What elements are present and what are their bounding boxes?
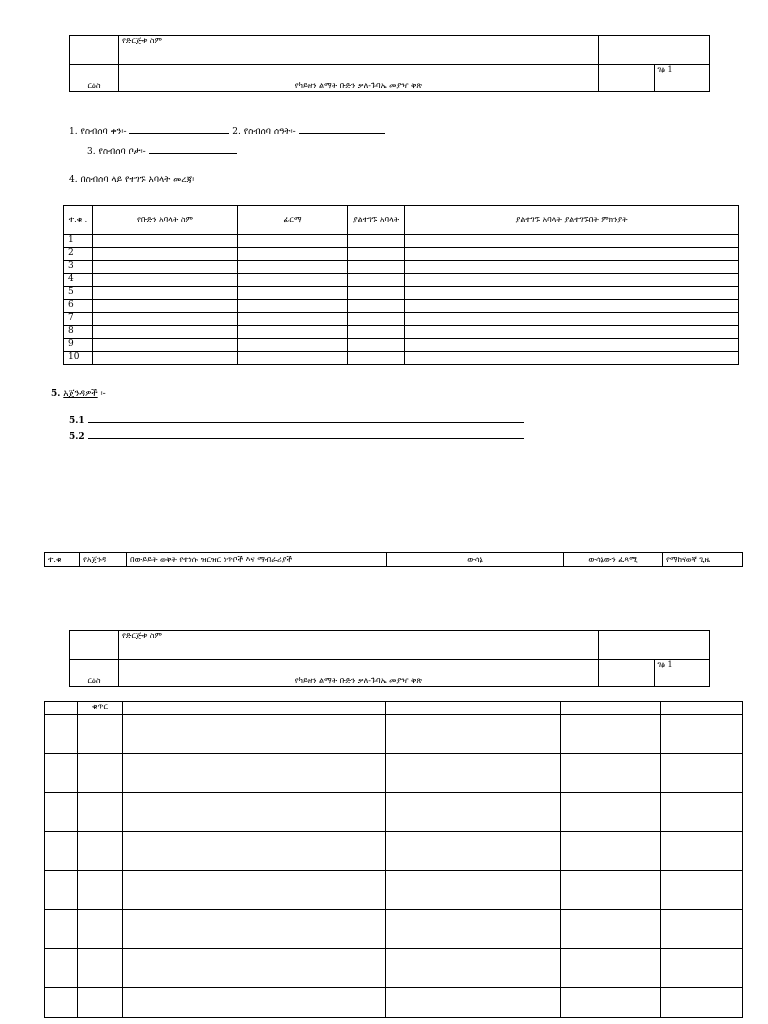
row-number: 8 (64, 326, 93, 339)
cell[interactable] (123, 910, 386, 949)
meeting-place-input[interactable] (149, 145, 237, 154)
grid-header-row (45, 702, 743, 715)
cell[interactable] (661, 754, 743, 793)
cell[interactable] (78, 793, 123, 832)
cell[interactable] (405, 339, 739, 352)
meeting-time-label: 2. የስብሰባ ሰዓት፡- (232, 127, 296, 137)
meeting-fields (69, 125, 385, 137)
cell[interactable] (123, 754, 386, 793)
cell (123, 702, 386, 715)
cell[interactable] (93, 274, 238, 287)
cell[interactable] (561, 832, 661, 871)
cell[interactable] (93, 300, 238, 313)
cell[interactable] (348, 313, 405, 326)
cell[interactable] (386, 910, 561, 949)
meeting-time-input[interactable] (299, 125, 385, 134)
table-row (64, 274, 739, 287)
table-row (45, 910, 743, 949)
cell[interactable] (661, 715, 743, 754)
cell[interactable] (386, 949, 561, 988)
cell[interactable] (238, 248, 348, 261)
cell[interactable] (661, 988, 743, 1018)
page-number: ገፅ 1 (654, 65, 710, 92)
blank-header-cell (599, 631, 710, 660)
cell[interactable] (45, 754, 78, 793)
meeting-place-label: 3. የስብሰባ ቦታ፡- (87, 147, 146, 157)
agenda-number: 5. (51, 389, 61, 399)
agenda-title (51, 389, 106, 399)
cell[interactable] (348, 248, 405, 261)
cell[interactable] (45, 871, 78, 910)
cell[interactable] (123, 832, 386, 871)
logo-label: ርዕስ (70, 660, 119, 687)
cell[interactable] (386, 832, 561, 871)
cell[interactable] (238, 339, 348, 352)
table-row (64, 300, 739, 313)
column-header: የቡድን አባላት ስም (93, 206, 238, 235)
table-row (45, 988, 743, 1018)
cell[interactable] (405, 300, 739, 313)
cell[interactable] (405, 313, 739, 326)
cell[interactable] (45, 715, 78, 754)
cell[interactable] (561, 793, 661, 832)
cell[interactable] (238, 261, 348, 274)
table-row (45, 832, 743, 871)
table-row (64, 326, 739, 339)
cell[interactable] (561, 910, 661, 949)
cell[interactable] (661, 832, 743, 871)
column-header: ያልተገኙ አባላት (348, 206, 405, 235)
cell[interactable] (661, 910, 743, 949)
cell[interactable] (78, 988, 123, 1018)
cell[interactable] (93, 352, 238, 365)
column-header: ተ.ቁ (45, 553, 80, 567)
cell[interactable] (78, 754, 123, 793)
cell[interactable] (348, 326, 405, 339)
cell[interactable] (661, 949, 743, 988)
cell[interactable] (386, 793, 561, 832)
cell[interactable] (386, 871, 561, 910)
cell[interactable] (93, 261, 238, 274)
cell[interactable] (386, 715, 561, 754)
cell[interactable] (348, 339, 405, 352)
cell[interactable] (93, 313, 238, 326)
agenda-label: አጀንዳዎች (63, 389, 98, 399)
cell[interactable] (123, 715, 386, 754)
table-row (64, 261, 739, 274)
agenda-item-number: 5.2 (69, 432, 85, 442)
cell[interactable] (405, 352, 739, 365)
cell (45, 702, 78, 715)
table-row (64, 287, 739, 300)
row-number: 7 (64, 313, 93, 326)
cell[interactable] (661, 793, 743, 832)
agenda-suffix: ፡- (97, 389, 106, 399)
cell[interactable] (348, 235, 405, 248)
attendance-header-row (64, 206, 739, 235)
column-header: በውይይት ወቅት የተነሱ ዝርዝር ነጥቦች እና ማብራሪያች (127, 553, 387, 567)
row-number: 10 (64, 352, 93, 365)
cell[interactable] (405, 261, 739, 274)
row-number: 5 (64, 287, 93, 300)
cell[interactable] (78, 715, 123, 754)
meeting-date-input[interactable] (129, 125, 229, 134)
form-title: የካይዘን ልማት ቡድን ቃለ-ጉባኤ መያዣ ቅጽ (119, 660, 599, 687)
row-number: 9 (64, 339, 93, 352)
cell[interactable] (348, 287, 405, 300)
minutes-header-row (45, 553, 743, 567)
column-header: ቁጥር (78, 702, 123, 715)
cell[interactable] (348, 274, 405, 287)
table-row (64, 235, 739, 248)
cell[interactable] (78, 832, 123, 871)
cell[interactable] (405, 235, 739, 248)
logo-cell (70, 631, 119, 660)
cell[interactable] (238, 300, 348, 313)
attendance-table (63, 205, 739, 365)
form-header (69, 630, 710, 687)
cell[interactable] (386, 988, 561, 1018)
column-header: ውሳኔውን ፈጻሚ (564, 553, 663, 567)
cell[interactable] (78, 910, 123, 949)
cell[interactable] (405, 274, 739, 287)
cell[interactable] (93, 235, 238, 248)
cell[interactable] (45, 949, 78, 988)
cell[interactable] (238, 326, 348, 339)
cell[interactable] (123, 949, 386, 988)
cell[interactable] (238, 287, 348, 300)
cell[interactable] (93, 326, 238, 339)
cell[interactable] (45, 793, 78, 832)
logo-cell (70, 36, 119, 65)
header-blank (599, 65, 655, 92)
cell[interactable] (661, 871, 743, 910)
cell[interactable] (405, 248, 739, 261)
column-header: የአጀንዳ (80, 553, 127, 567)
table-row (64, 248, 739, 261)
cell[interactable] (405, 326, 739, 339)
table-row (64, 313, 739, 326)
table-row (64, 352, 739, 365)
cell[interactable] (45, 832, 78, 871)
cell[interactable] (386, 754, 561, 793)
agenda-item-input[interactable] (88, 430, 524, 439)
column-header: ያልተገኙ አባላት ያልተገኙበት ምክንያት (405, 206, 739, 235)
cell[interactable] (348, 261, 405, 274)
cell (561, 702, 661, 715)
cell[interactable] (123, 988, 386, 1018)
agenda-item (69, 430, 524, 442)
row-number: 1 (64, 235, 93, 248)
agenda-item-input[interactable] (88, 414, 524, 423)
minutes-table-header (44, 552, 743, 567)
cell[interactable] (238, 313, 348, 326)
row-number: 2 (64, 248, 93, 261)
cell[interactable] (348, 352, 405, 365)
column-header: ፊርማ (238, 206, 348, 235)
header-blank (599, 660, 655, 687)
column-header: ተ.ቁ . (64, 206, 93, 235)
cell[interactable] (238, 352, 348, 365)
cell[interactable] (45, 988, 78, 1018)
column-header: የማከናወኛ ጊዜ (663, 553, 743, 567)
cell[interactable] (561, 988, 661, 1018)
org-name-label: የድርጅቱ ስም (119, 36, 599, 65)
table-row (45, 793, 743, 832)
cell[interactable] (93, 339, 238, 352)
blank-header-cell (599, 36, 710, 65)
cell[interactable] (561, 715, 661, 754)
row-number: 4 (64, 274, 93, 287)
row-number: 6 (64, 300, 93, 313)
meeting-place-field (87, 145, 237, 157)
table-row (45, 871, 743, 910)
cell[interactable] (405, 287, 739, 300)
cell[interactable] (93, 287, 238, 300)
table-row (45, 949, 743, 988)
cell[interactable] (45, 910, 78, 949)
meeting-date-label: 1. የስብሰባ ቀን፡- (69, 127, 127, 137)
table-row (45, 754, 743, 793)
table-row (64, 339, 739, 352)
cell[interactable] (78, 871, 123, 910)
agenda-item-number: 5.1 (69, 416, 85, 426)
agenda-item (69, 414, 524, 426)
minutes-grid (44, 701, 743, 1018)
cell[interactable] (93, 248, 238, 261)
page-number: ገፅ 1 (654, 660, 710, 687)
cell[interactable] (561, 754, 661, 793)
cell[interactable] (123, 793, 386, 832)
cell[interactable] (561, 871, 661, 910)
logo-label: ርዕስ (70, 65, 119, 92)
org-name-label: የድርጅቱ ስም (119, 631, 599, 660)
attendance-title: 4. በስብሰባ ላይ የተገኙ አባላት መረጃ፡ (69, 175, 195, 185)
form-title: የካይዘን ልማት ቡድን ቃለ-ጉባኤ መያዣ ቅጽ (119, 65, 599, 92)
form-header (69, 35, 710, 92)
cell[interactable] (348, 300, 405, 313)
column-header: ውሳኔ (387, 553, 564, 567)
cell[interactable] (123, 871, 386, 910)
cell (386, 702, 561, 715)
cell (661, 702, 743, 715)
cell[interactable] (238, 235, 348, 248)
table-row (45, 715, 743, 754)
cell[interactable] (238, 274, 348, 287)
cell[interactable] (561, 949, 661, 988)
cell[interactable] (78, 949, 123, 988)
row-number: 3 (64, 261, 93, 274)
